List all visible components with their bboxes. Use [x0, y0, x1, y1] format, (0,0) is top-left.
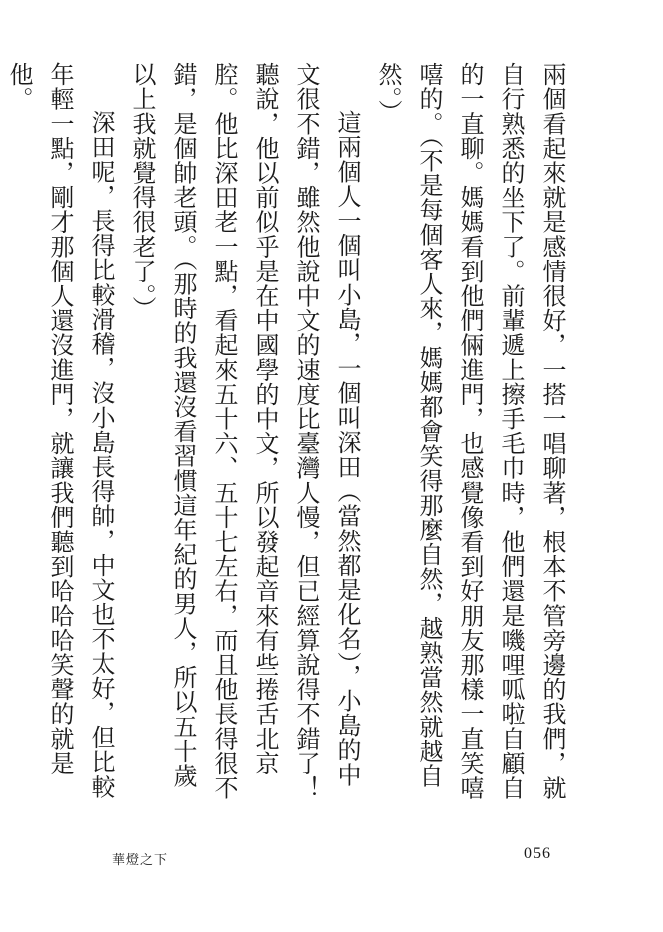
body-text	[5, 62, 572, 802]
paragraph-2: 這兩個人一個叫小島，一個叫深田（當然都是化名），小島的中文很不錯，雖然他說中文的速度比臺灣人慢，但已經算說得不錯了！聽說，他以前似乎是在中國學的中文，所以發起音來有些捲舌北京腔。他比深田老一點，看起來五十六、五十七左右，而且他長得很不錯，是個帥老頭。（那時的我還沒看習慣這年紀的男人，所以五十歲以上我就覺得很老了。）	[128, 62, 361, 800]
running-footer-book-title: 華燈之下	[112, 853, 169, 868]
page-number: 056	[524, 845, 551, 862]
paragraph-1: 兩個看起來就是感情很好，一搭一唱聊著，根本不管旁邊的我們，就自行熟悉的坐下了。前輩遞上擦手毛巾時，他們還是嘰哩呱啦自顧自的一直聊。媽媽看到他們倆進門，也感覺像看到好朋友那樣一直笑嘻嘻的。（不是每個客人來，媽媽都會笑得那麼自然，越熟當然就越自然。）	[374, 62, 566, 800]
paragraph-3: 深田呢，長得比較滑稽，沒小島長得帥，中文也不太好，但比較年輕一點，剛才那個人還沒進門，就讓我們聽到哈哈哈笑聲的就是他。	[5, 62, 115, 799]
